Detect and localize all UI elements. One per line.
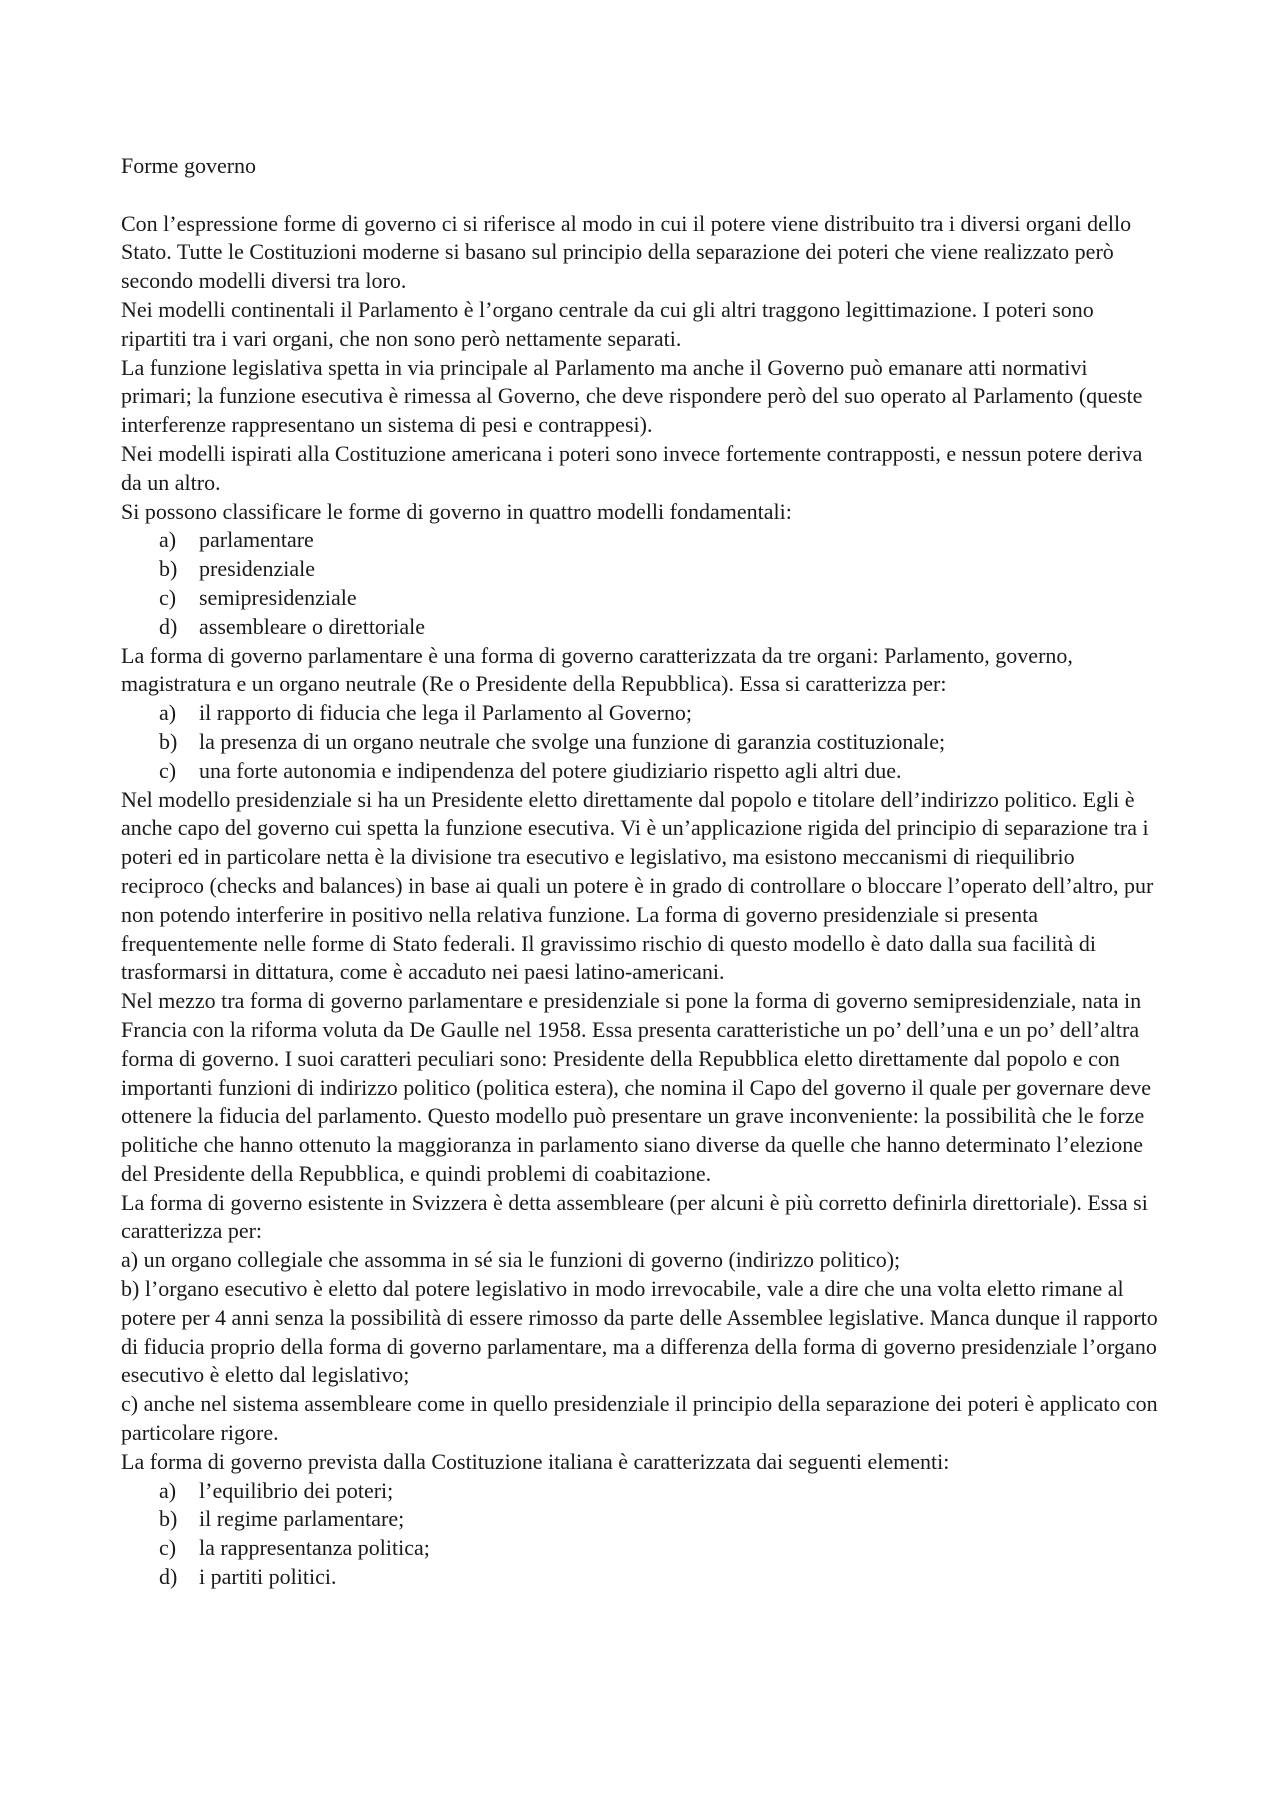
list-marker: b) [159,556,178,582]
list-item-text: semipresidenziale [199,584,357,610]
paragraph-semipresidential-model: Nel mezzo tra forma di governo parlamentare e presidenziale si pone la forma di governo semipresidenziale, nata in Francia con la riforma voluta da De Gaulle nel 1958. Essa presenta caratteristiche un po’ dell’una e un po’ dell’altra forma di governo. I suoi caratteri peculiari sono: Presidente della Repubblica eletto direttamente dal popolo e con importanti funzioni di indirizzo politico (politica estera), che nomina il Capo del governo il quale per governare deve ottenere la fiducia del parlamento. Questo modello può presentare un grave inconveniente: la possibilità che le forze politiche che hanno ottenuto la maggioranza in parlamento siano diverse da quelle che hanno determinato l’elezione del Presidente della Repubblica, e quindi problemi di coabitazione. [121,988,1151,1186]
list-item [121,526,1161,555]
list-item [121,699,1161,728]
paragraph-swiss-assembly: La forma di governo esistente in Svizzera è detta assembleare (per alcuni è più corretto definirla direttoriale). Essa si caratterizza per: [121,1189,1148,1244]
paragraph-parliamentary-form: La forma di governo parlamentare è una forma di governo caratterizzata da tre organi: Parlamento, governo, magistratura e un organo neutrale (Re o Presidente della Repubblica). Essa si caratterizza per: [121,642,1073,697]
list-marker: a) [159,1477,177,1503]
paragraph-intro: Con l’espressione forme di governo ci si riferisce al modo in cui il potere viene distribuito tra i diversi organi dello Stato. Tutte le Costituzioni moderne si basano sul principio della separazione dei poteri che viene realizzato però secondo modelli diversi tra loro. [121,210,1132,294]
list-item-text: la rappresentanza politica; [199,1535,430,1561]
document-title: Forme governo [121,153,257,178]
list-item-text: una forte autonomia e indipendenza del potere giudiziario rispetto agli altri due. [199,757,902,783]
list-marker: c) [159,1535,177,1561]
paragraph-classification: Si possono classificare le forme di governo in quattro modelli fondamentali: [121,498,792,524]
paragraph-presidential-model: Nel modello presidenziale si ha un Presidente eletto direttamente dal popolo e titolare dell’indirizzo politico. Egli è anche capo del governo cui spetta la funzione esecutiva. Vi è un’applicazione rigida del principio di separazione tra i poteri ed in particolare netta è la divisione tra esecutivo e legislativo, ma esistono meccanismi di riequilibrio reciproco (checks and balances) in base ai quali un potere è in grado di controllare o bloccare l’operato dell’altro, pur non potendo interferire in positivo nella relativa funzione. La forma di governo presidenziale si presenta frequentemente nelle forme di Stato federali. Il gravissimo rischio di questo modello è dato dalla sua facilità di trasformarsi in dittatura, come è accaduto nei paesi latino-americani. [121,786,1154,985]
list-marker: d) [159,613,178,639]
paragraph-assembly-feature-a: a) un organo collegiale che assomma in sé sia le funzioni di governo (indirizzo politico); [121,1247,901,1273]
list-item [121,1505,1161,1534]
list-item-text: il regime parlamentare; [199,1506,405,1532]
list-marker: d) [159,1564,178,1590]
paragraph-legislative-function: La funzione legislativa spetta in via principale al Parlamento ma anche il Governo può emanare atti normativi primari; la funzione esecutiva è rimessa al Governo, che deve rispondere però del suo operato al Parlamento (queste interferenze rappresentano un sistema di pesi e contrappesi). [121,354,1143,438]
list-item [121,728,1161,757]
list-item-text: il rapporto di fiducia che lega il Parlamento al Governo; [199,700,693,726]
list-parliamentary-features [121,699,1161,785]
list-item-text: presidenziale [199,556,316,582]
list-item [121,1563,1161,1592]
list-italian-features [121,1477,1161,1592]
list-marker: c) [159,584,177,610]
paragraph-american-models: Nei modelli ispirati alla Costituzione americana i poteri sono invece fortemente contrapposti, e nessun potere deriva da un altro. [121,440,1143,495]
paragraph-assembly-feature-b: b) l’organo esecutivo è eletto dal potere legislativo in modo irrevocabile, vale a dire che una volta eletto rimane al potere per 4 anni senza la possibilità di essere rimosso da parte delle Assemblee legislative. Manca dunque il rapporto di fiducia proprio della forma di governo parlamentare, ma a differenza della forma di governo presidenziale l’organo esecutivo è eletto dal legislativo; [121,1276,1158,1388]
document-body [121,152,1161,1592]
list-item-text: parlamentare [199,527,314,553]
list-item-text: assembleare o direttoriale [199,613,426,639]
list-marker: c) [159,757,177,783]
list-marker: b) [159,1506,178,1532]
list-item-text: i partiti politici. [199,1564,337,1590]
list-item [121,1534,1161,1563]
paragraph-italian-constitution: La forma di governo prevista dalla Costituzione italiana è caratterizzata dai seguenti elementi: [121,1448,950,1474]
list-item [121,613,1161,642]
list-government-models [121,526,1161,641]
list-item [121,584,1161,613]
paragraph-assembly-feature-c: c) anche nel sistema assembleare come in quello presidenziale il principio della separazione dei poteri è applicato con particolare rigore. [121,1391,1158,1446]
list-item-text: la presenza di un organo neutrale che svolge una funzione di garanzia costituzionale; [199,728,946,754]
list-marker: a) [159,527,177,553]
list-item [121,555,1161,584]
list-item [121,1477,1161,1506]
list-item-text: l’equilibrio dei poteri; [199,1477,394,1503]
list-item [121,757,1161,786]
list-marker: b) [159,728,178,754]
paragraph-continental-models: Nei modelli continentali il Parlamento è l’organo centrale da cui gli altri traggono legittimazione. I poteri sono ripartiti tra i vari organi, che non sono però nettamente separati. [121,296,1094,351]
list-marker: a) [159,700,177,726]
